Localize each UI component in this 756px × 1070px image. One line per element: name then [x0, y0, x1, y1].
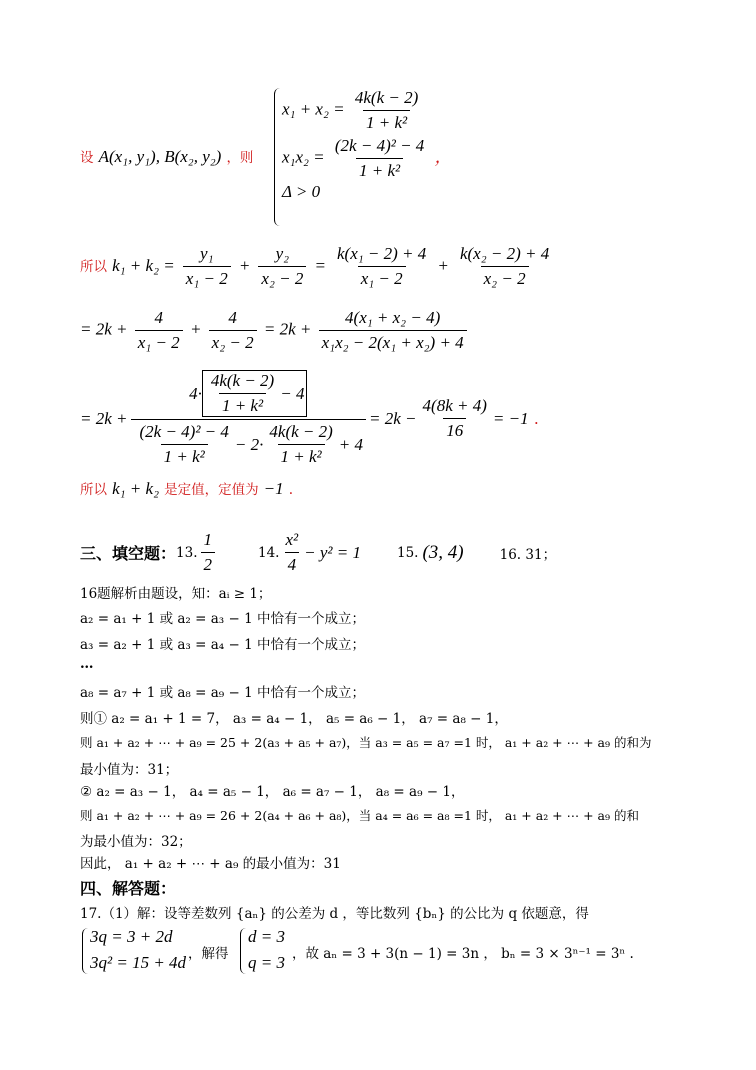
prod-num: (2k − 4)² − 4	[334, 136, 425, 155]
den-tail: + 4	[338, 434, 364, 454]
q13-number: 13.	[176, 544, 198, 561]
q16-line-7: 则 a₁ + a₂ + ⋯ + a₉ = 25 + 2(a₃ + a₅ + a₇)，当 a₃ = a₅ = a₇ =1 时， a₁ + a₂ + ⋯ + a₉ 的和为	[80, 735, 652, 750]
sum-lhs: x₁ + x₂ =	[282, 99, 345, 119]
q16-line-4: …	[80, 656, 94, 672]
frac-combined	[319, 308, 467, 353]
k-sum-lhs: k₁ + k₂ =	[112, 256, 175, 275]
q16-answer: 16. 31；	[499, 546, 557, 563]
then-label: ，则	[226, 150, 254, 166]
q14-tail: − y² = 1	[304, 542, 361, 562]
sys1-eq-b: 3q² = 15 + 4d	[90, 953, 187, 972]
line-step2	[80, 308, 470, 353]
q16-line-2: a₂ = a₁ + 1 或 a₂ = a₃ − 1 中恰有一个成立；	[80, 611, 365, 627]
q14-num: x²	[285, 530, 299, 549]
step3-lead: = 2k +	[80, 408, 128, 428]
frac-4-x2-den: x₂ − 2	[209, 330, 257, 353]
section3-heading: 三、填空题：	[80, 544, 177, 563]
frac-k2-num: k(x₂ − 2) + 4	[459, 244, 550, 263]
conclusion-label1: 所以	[80, 482, 107, 498]
q16-line-8: 最小值为：31；	[80, 762, 179, 778]
q16-line-12: 因此， a₁ + a₂ + ⋯ + a₉ 的最小值为：31	[80, 856, 341, 872]
plus-sign: +	[238, 256, 251, 275]
den-b-num: 4k(k − 2)	[269, 422, 333, 441]
frac-combined-num: 4(x₁ + x₂ − 4)	[345, 308, 441, 327]
num-inner-frac	[208, 371, 277, 416]
section4-heading: 四、解答题：	[80, 879, 177, 898]
num-inner-num: 4k(k − 2)	[210, 371, 275, 390]
frac-combined-den: x₁x₂ − 2(x₁ + x₂) + 4	[319, 330, 467, 353]
frac-y1	[183, 244, 231, 289]
num-inner-tail: − 4	[280, 383, 305, 403]
step2-lead: = 2k +	[80, 319, 128, 339]
let-label: 设	[80, 150, 94, 166]
prod-den: 1 + k²	[356, 158, 403, 181]
sys2-brace	[240, 928, 247, 974]
q13-den: 2	[201, 552, 216, 575]
sum-den: 1 + k²	[363, 110, 410, 133]
q17-intro: 17.（1）解：设等差数列 {aₙ} 的公差为 d ，等比数列 {bₙ} 的公比为 q 依题意，得	[80, 906, 589, 922]
num-inner-den: 1 + k²	[219, 393, 266, 416]
sys1-brace	[82, 928, 89, 974]
frac-4-x1-den: x₁ − 2	[135, 330, 183, 353]
q16-line-1: 16题解析由题设，知：aᵢ ≥ 1；	[80, 586, 272, 602]
q16-line-5: a₈ = a₇ + 1 或 a₈ = a₉ − 1 中恰有一个成立；	[80, 685, 365, 701]
q15-number: 15.	[396, 544, 419, 561]
frac-final-den: 16	[443, 418, 466, 441]
big-fraction	[131, 370, 367, 467]
frac-4-x1	[135, 308, 183, 353]
frac-4-x2	[209, 308, 257, 353]
plus-sign: +	[189, 319, 202, 339]
q16-line-11: 为最小值为：32；	[80, 834, 192, 850]
sys2-eq-b: q = 3	[248, 953, 285, 972]
sys2-eq-a: d = 3	[248, 927, 285, 946]
conclusion-label2: 是定值，定值为	[164, 482, 259, 498]
conclusion-value: −1	[263, 479, 284, 498]
q16-line-3: a₃ = a₂ + 1 或 a₃ = a₄ − 1 中恰有一个成立；	[80, 637, 365, 653]
den-a-den: 1 + k²	[161, 444, 208, 467]
frac-y2-num: y₂	[275, 244, 290, 263]
prod-fraction	[332, 136, 427, 181]
q14-fraction	[282, 530, 301, 575]
step3-eq2: = 2k −	[369, 408, 417, 428]
den-frac-b	[266, 422, 335, 467]
points-expr: A(x₁, y₁), B(x₂, y₂)	[98, 147, 222, 166]
frac-k1-num: k(x₁ − 2) + 4	[337, 244, 427, 263]
num-bracket	[202, 370, 308, 417]
prod-lhs: x₁x₂ =	[282, 147, 325, 167]
frac-4-x2-num: 4	[228, 308, 237, 327]
frac-k1	[334, 244, 429, 289]
frac-k2-den: x₂ − 2	[481, 266, 529, 289]
big-fraction-den	[131, 419, 367, 467]
conclusion-period: .	[288, 482, 294, 498]
frac-y1-num: y₁	[200, 244, 214, 263]
conclusion-expr: k₁ + k₂	[112, 479, 159, 498]
so-label: 所以	[80, 259, 107, 275]
line-set-points	[80, 146, 253, 167]
big-fraction-num	[186, 370, 310, 419]
frac-y2	[258, 244, 306, 289]
sys1-eq-a: 3q = 3 + 2d	[90, 927, 173, 946]
frac-y2-den: x₂ − 2	[258, 266, 306, 289]
q14-number: 14.	[258, 544, 280, 561]
num-prefix: 4·	[189, 383, 202, 403]
q13-answer	[201, 530, 216, 575]
system-prod-row	[282, 136, 452, 181]
den-a-num: (2k − 4)² − 4	[139, 422, 229, 441]
line-step3	[80, 370, 539, 467]
step3-result: = −1	[492, 408, 529, 428]
q17-conclusion: ，故 aₙ = 3 + 3(n − 1) = 3n ， bₙ = 3 × 3ⁿ⁻¹ = 3ⁿ .	[292, 946, 634, 962]
solve-label: ，解得	[188, 946, 229, 962]
system-delta-row	[282, 182, 320, 202]
frac-final	[420, 396, 490, 441]
q15-answer: (3, 4)	[422, 541, 464, 563]
frac-k2	[457, 244, 552, 289]
line-conclusion	[80, 478, 293, 499]
sum-fraction	[352, 88, 421, 133]
system-sum-row	[282, 88, 424, 133]
frac-4-x1-num: 4	[154, 308, 163, 327]
equals-sign: =	[314, 256, 326, 275]
step2-mid: = 2k +	[263, 319, 312, 339]
den-mid: − 2·	[234, 434, 264, 454]
q16-line-10: 则 a₁ + a₂ + ⋯ + a₉ = 26 + 2(a₄ + a₆ + a₈)，当 a₄ = a₆ = a₈ =1 时， a₁ + a₂ + ⋯ + a₉ 的和	[80, 808, 639, 823]
sum-num: 4k(k − 2)	[354, 88, 419, 107]
q14-den: 4	[285, 552, 300, 575]
frac-final-num: 4(8k + 4)	[422, 396, 487, 415]
q13-num: 1	[203, 530, 212, 549]
frac-k1-den: x₁ − 2	[358, 266, 406, 289]
plus-sign: +	[437, 256, 449, 275]
q16-line-9: ② a₂ = a₃ − 1， a₄ = a₅ − 1， a₆ = a₇ − 1， a₈ = a₉ − 1，	[80, 784, 465, 800]
delta-condition: Δ > 0	[282, 182, 321, 201]
frac-y1-den: x₁ − 2	[183, 266, 231, 289]
section3-answers	[80, 530, 556, 575]
q16-line-6: 则① a₂ = a₁ + 1 = 7， a₃ = a₄ − 1， a₅ = a₆ − 1， a₇ = a₈ − 1，	[80, 711, 508, 727]
den-b-den: 1 + k²	[278, 444, 325, 467]
line-k-sum	[80, 244, 555, 289]
den-frac-a	[137, 422, 232, 467]
step3-period: .	[534, 408, 539, 428]
prod-tail: ，	[434, 147, 452, 167]
